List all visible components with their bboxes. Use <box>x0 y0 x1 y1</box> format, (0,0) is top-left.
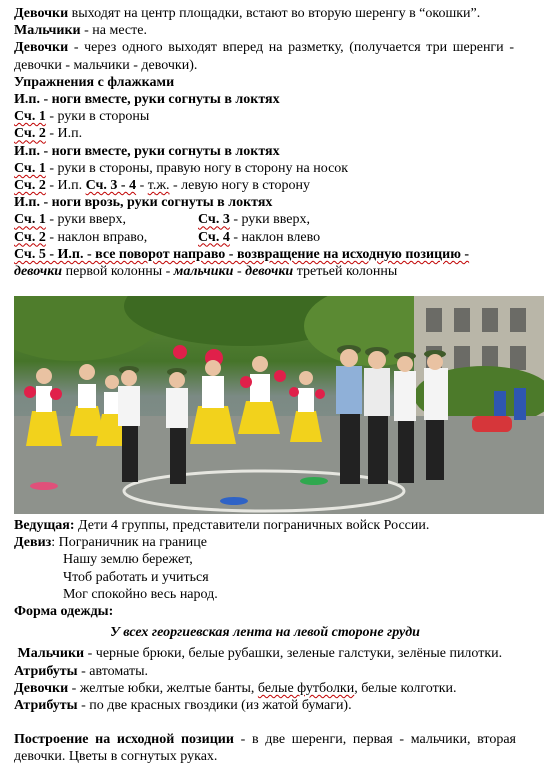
girls-uniform: Девочки - желтые юбки, желтые банты, белые футболки, белые колготки. <box>14 680 457 696</box>
motto-line: Мог спокойно весь народ. <box>63 586 218 602</box>
paragraph-girls-forward <box>14 39 514 73</box>
count-line: Сч. 1 - руки в стороны, правую ногу в сторону на носок <box>14 160 349 176</box>
attributes-girls: Атрибуты - по две красных гвоздики (из жатой бумаги). <box>14 698 352 714</box>
presenter-line: Ведущая: Дети 4 группы, представители пограничных войск России. <box>14 518 430 533</box>
attributes-boys: Атрибуты - автоматы. <box>14 663 149 679</box>
girls-label: Девочки <box>14 6 69 21</box>
start-position-1: И.п. - ноги вместе, руки согнуты в локтях <box>14 92 280 108</box>
instructions-bottom <box>14 517 516 766</box>
boys-uniform: Мальчики - черные брюки, белые рубашки, зеленые галстуки, зелёные пилотки. <box>17 646 503 662</box>
photo-illustration <box>14 296 544 514</box>
count-line: Сч. 2 - И.п. Сч. 3 - 4 - т.ж. - левую ногу в сторону <box>14 178 310 194</box>
girls-center-text: выходят на центр площадки, встают во вторую шеренгу в “окошки”. <box>68 6 481 21</box>
girls-forward-text: - через одного выходят вперед на разметку, (получается три шеренги - девочки - мальчики - девочки). <box>14 40 514 73</box>
instructions-top <box>14 5 514 280</box>
start-position-2: И.п. - ноги вместе, руки согнуты в локтях <box>14 143 280 159</box>
motto-line: Нашу землю бережет, <box>63 552 193 568</box>
boys-stay-text: - на месте. <box>80 23 147 39</box>
start-formation: Построение на исходной позиции - в две шеренги, первая - мальчики, вторая девочки. Цветы в согнутых руках. <box>14 732 516 765</box>
motto-line: Чтоб работать и учиться <box>63 569 209 585</box>
boys-label: Мальчики <box>14 23 81 39</box>
count-line: Сч. 1 - руки в стороны <box>14 109 150 125</box>
children-performance-photo <box>14 296 544 514</box>
uniform-title: Форма одежды: <box>14 604 114 620</box>
count-line: Сч. 2 - И.п. <box>14 126 83 142</box>
paragraph-girls-center <box>14 5 514 22</box>
ribbon-note: У всех георгиевская лента на левой стороне груди <box>110 625 420 641</box>
section-title: Упражнения с флажками <box>14 74 175 90</box>
motto-line: Девиз: Пограничник на границе <box>14 535 207 551</box>
count-line-return: Сч. 5 - И.п. - все поворот направо - возвращение на исходную позицию - <box>14 246 470 262</box>
start-position-3: И.п. - ноги врозь, руки согнуты в локтях <box>14 195 273 211</box>
count-line: Сч. 2 - наклон вправо, Сч. 4 - наклон влево <box>14 229 321 245</box>
columns-line: девочки первой колонны - мальчики - девочки третьей колонны <box>14 264 398 280</box>
count-line: Сч. 1 - руки вверх, Сч. 3 - руки вверх, <box>14 212 310 228</box>
boy-blue-shirt <box>336 366 362 414</box>
paragraph-boys-stay <box>14 22 514 39</box>
girls-label-2: Девочки <box>14 40 69 56</box>
